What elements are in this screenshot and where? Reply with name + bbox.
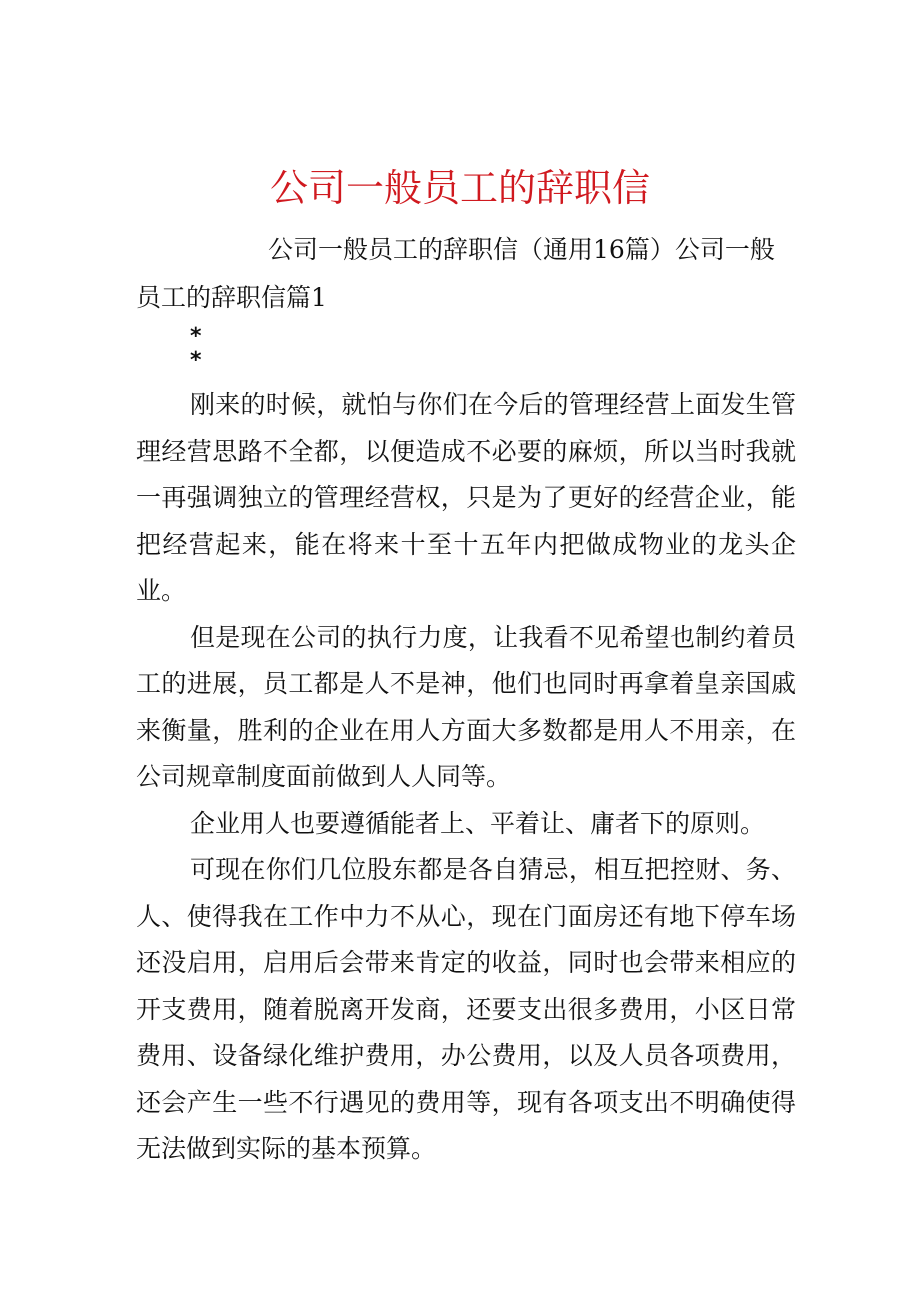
paragraph-1: 刚来的时候，就怕与你们在今后的管理经营上面发生管理经营思路不全都，以便造成不必要的麻烦，所以当时我就一再强调独立的管理经营权，只是为了更好的经营企业，能把经营起来，能在将来十至十五年内把做成物业的龙头企业。 — [136, 390, 796, 605]
star-1: * — [190, 324, 202, 349]
paragraph-4: 可现在你们几位股东都是各自猜忌，相互把控财、务、人、使得我在工作中力不从心，现在门面房还有地下停车场还没启用，启用后会带来肯定的收益，同时也会带来相应的开支费用，随着脱离开发商，还要支出很多费用，小区日常费用、设备绿化维护费用，办公费用，以及人员各项费用，还会产生一些不行遇见的费用等，现有各项支出不明确使得无法做到实际的基本预算。 — [136, 855, 796, 1163]
separator-stars — [190, 326, 202, 374]
paragraph-2: 但是现在公司的执行力度，让我看不见希望也制约着员工的进展，员工都是人不是神，他们也同时再拿着皇亲国戚来衡量，胜利的企业在用人方面大多数都是用人不用亲，在公司规章制度面前做到人人同等。 — [136, 622, 796, 791]
document-body — [136, 382, 796, 1173]
document-title: 公司一般员工的辞职信 — [269, 166, 650, 210]
paragraph-3: 企业用人也要遵循能者上、平着让、庸者下的原则。 — [190, 808, 766, 838]
document-subtitle: 公司一般员工的辞职信（通用16篇）公司一般员工的辞职信篇1 — [136, 235, 775, 312]
star-2: * — [190, 348, 202, 373]
